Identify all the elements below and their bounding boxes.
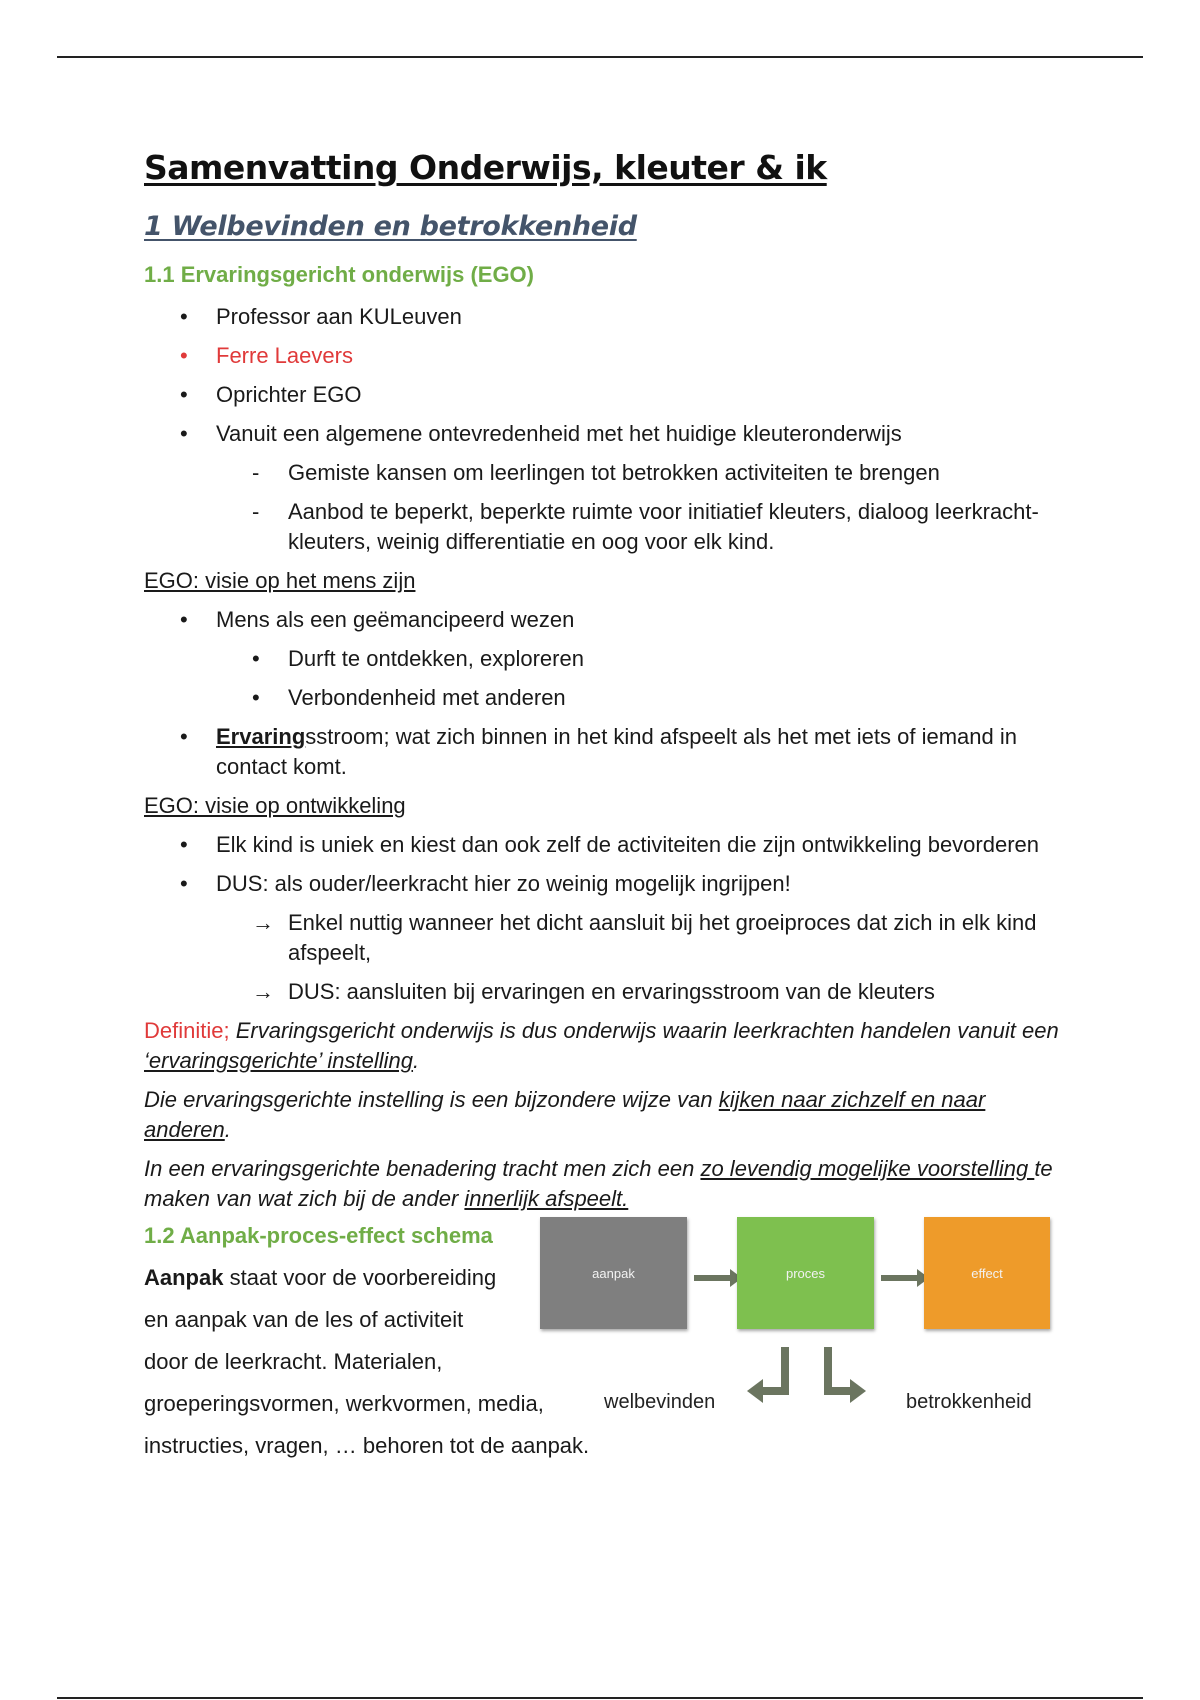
definition-paragraph-2: Die ervaringsgerichte instelling is een bijzondere wijze van kijken naar zichzelf en naar anderen. [144,1087,986,1142]
ego-bullet-list [144,302,1064,557]
bend-arrow-left-icon [745,1347,795,1403]
list-item: • Oprichter EGO [144,380,1064,410]
heading-1-1: 1.1 Ervaringsgericht onderwijs (EGO) [144,262,534,287]
document-title: Samenvatting Onderwijs, kleuter & ik [144,148,827,187]
list-item: → DUS: aansluiten bij ervaringen en ervaringsstroom van de kleuters [144,977,1064,1007]
document-body [144,148,1064,1463]
list-item: • DUS: als ouder/leerkracht hier zo weinig mogelijk ingrijpen! [144,869,1064,899]
list-item: • Professor aan KULeuven [144,302,1064,332]
bullet-icon: • [252,646,260,671]
ontwikkeling-bullet-list [144,830,1064,1007]
section-aanpak [144,1223,1064,1463]
list-item: • Ferre Laevers [144,341,1064,371]
list-item: • Elk kind is uniek en kiest dan ook zelf de activiteiten die zijn ontwikkeling bevorderen [144,830,1064,860]
subheading-ontwikkeling: EGO: visie op ontwikkeling [144,793,406,818]
arrow-right-icon: → [252,979,274,1004]
bullet-icon: • [180,871,188,896]
list-item: • Mens als een geëmancipeerd wezen [144,605,1064,635]
heading-1: 1 Welbevinden en betrokkenheid [144,211,637,242]
bullet-icon: • [180,304,188,329]
bullet-icon: • [180,382,188,407]
mens-bullet-list [144,605,1064,782]
list-item: • Vanuit een algemene ontevredenheid met het huidige kleuteronderwijs [144,419,1064,449]
list-item: • Durft te ontdekken, exploreren [144,644,1064,674]
aanpak-text [144,1223,590,1467]
dash-icon: - [252,499,260,524]
bullet-icon: • [180,724,188,749]
heading-1-2: 1.2 Aanpak-proces-effect schema [144,1223,493,1248]
bullet-icon: • [252,685,260,710]
list-item: - Aanbod te beperkt, beperkte ruimte voor initiatief kleuters, dialoog leerkracht-kleuters, weinig differentiatie en oog voor elk kind. [252,499,1039,554]
arrow-right-icon [694,1275,732,1281]
list-item: → Enkel nuttig wanneer het dicht aansluit bij het groeiproces dat zich in elk kind afspeelt, [252,910,1037,965]
list-item: • Ervaringsstroom; wat zich binnen in het kind afspeelt als het met iets of iemand in contact komt. [180,724,1017,779]
arrow-right-icon [881,1275,919,1281]
dash-icon: - [252,460,260,485]
box-proces: proces [737,1217,874,1329]
label-welbevinden: welbevinden [604,1391,716,1413]
definition-paragraph-3: In een ervaringsgerichte benadering tracht men zich een zo levendig mogelijke voorstelling te maken van wat zich bij de ander innerlijk afspeelt. [144,1156,1053,1211]
box-effect: effect [924,1217,1050,1329]
aanpak-body: Aanpak staat voor de voorbereiding en aanpak van de les of activiteit door de leerkracht. Materialen, groeperingsvormen, werkvormen, media, instructies, vragen, … behoren tot de aanpak. [144,1265,590,1458]
subheading-mens: EGO: visie op het mens zijn [144,568,416,593]
bottom-rule [57,1697,1143,1699]
bend-arrow-right-icon [818,1347,868,1403]
list-item: • Verbondenheid met anderen [144,683,1064,713]
bullet-icon: • [180,832,188,857]
bullet-icon: • [180,607,188,632]
definition-paragraph: Definitie; Ervaringsgericht onderwijs is dus onderwijs waarin leerkrachten handelen vanuit een ‘ervaringsgerichte’ instelling. [144,1018,1059,1073]
list-item: - Gemiste kansen om leerlingen tot betrokken activiteiten te brengen [144,458,1064,488]
bullet-icon: • [180,421,188,446]
bullet-icon: • [180,343,188,368]
box-aanpak: aanpak [540,1217,687,1329]
arrow-right-icon: → [252,910,274,935]
label-betrokkenheid: betrokkenheid [906,1391,1032,1413]
aanpak-proces-effect-diagram [540,1217,1060,1437]
top-rule [57,56,1143,58]
